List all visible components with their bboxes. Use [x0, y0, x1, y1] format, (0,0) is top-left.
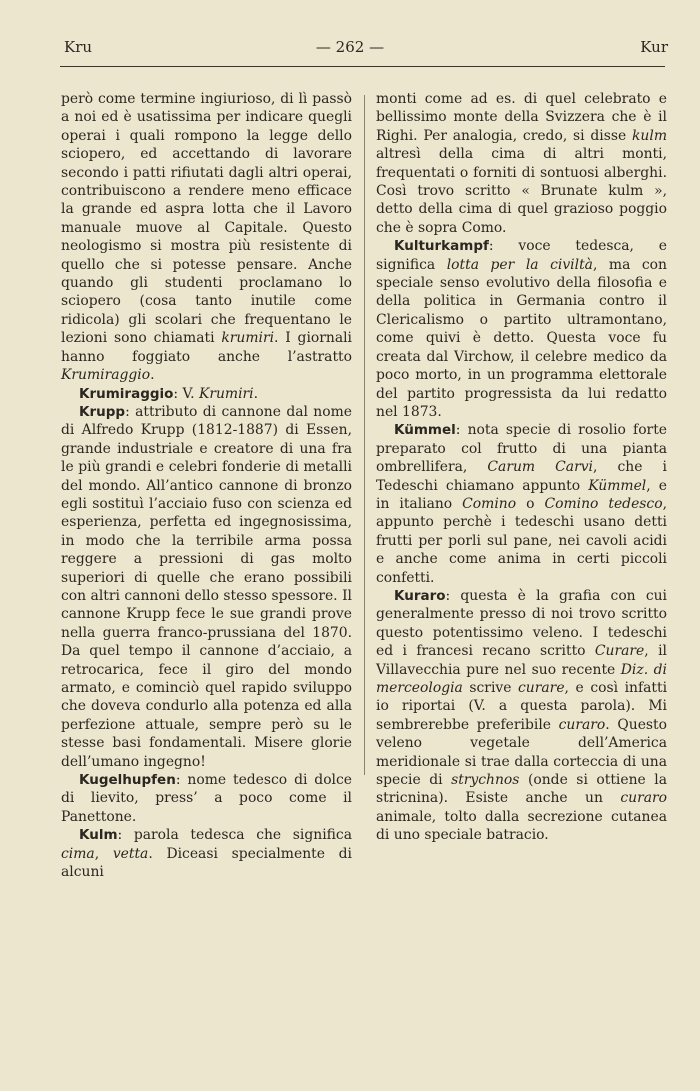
italic-text: curare	[518, 680, 565, 696]
body-text: : attributo di cannone dal nome di Alfredo Krupp (1812-1887) di Essen, grande industriale e creatore di una fra le più grandi e celebri fonderie di metalli del mondo. All’antico cannone di bronzo egli sostituì l’acciaio fuso con scienza ed esperienza, perfetta ed ingegnosissima, in modo che la terribile arma possa reggere a pressioni di gas molto superiori di quelle che erano possibili con altri cannoni dello stesso spessore. Il cannone Krupp fece le sue grandi prove nella guerra franco-prussiana del 1870. Da quel tempo il cannone d’acciaio, a retrocarica, fece il giro del mondo armato, e cominciò quel rapido sviluppo che doveva condurlo alla potenza ed alla perfezione attuale, sempre però su le stesse basi fondamentali. Misere glorie dell’umano ingegno!	[61, 403, 352, 770]
body-text: altresì della cima di altri monti, frequentati o forniti di sontuosi alberghi. Così trovo scritto « Brunate kulm », detto della cima di quel grazioso poggio che è sopra Como.	[376, 146, 667, 236]
page-number: — 262 —	[315, 38, 385, 56]
body-text: però come termine ingiurioso, di lì passò a noi ed è usatissima per indicare quegli operai i quali rompono la legge dello sciopero, ed accettando di lavorare secondo i patti rifiutati dagli altri operai, contribuiscono a rendere meno efficace la grande ed aspra lotta che il Lavoro manuale muove al Capitale. Questo neologismo si mostra più resistente di quello che si potesse pensare. Anche quando gli studenti proclamano lo sciopero (cosa tanto inutile come ridicola) gli scolari che frequentano le lezioni sono chiamati	[61, 91, 352, 347]
headword: Kuraro	[394, 587, 446, 604]
headword: Kulturkampf	[394, 238, 489, 255]
body-text: , che i Tedeschi chiamano appunto	[376, 459, 667, 494]
dictionary-entry	[376, 587, 667, 845]
italic-text: Kümmel	[588, 477, 647, 494]
italic-text: Diz. di merceologia	[376, 661, 667, 696]
dictionary-entry	[61, 771, 352, 826]
italic-text: Krumiri	[198, 385, 254, 402]
body-text: .	[150, 367, 155, 384]
dictionary-entry	[376, 237, 667, 421]
body-text: . I giornali hanno foggiato anche l’astratto	[61, 330, 352, 365]
running-header	[0, 38, 700, 62]
italic-text: Comino tedesco	[544, 495, 663, 512]
italic-text: Comino	[462, 495, 517, 512]
italic-text: krumiri	[221, 330, 275, 347]
dictionary-entry	[376, 421, 667, 587]
header-rule	[60, 66, 665, 67]
dictionary-entry	[61, 90, 352, 385]
headword: Kümmel	[394, 422, 456, 439]
italic-text: kulm	[632, 127, 667, 144]
body-text: , appunto perchè i tedeschi usano detti frutti per porli sul pane, nei cavoli acidi e anche come anima in certi piccoli confetti.	[376, 495, 667, 586]
body-text: , il Villavecchia pure nel suo recente	[376, 643, 667, 678]
headword: Kugelhupfen	[79, 772, 176, 789]
right-column	[376, 90, 667, 845]
body-text: , e così infatti io riportai (V. a questa parola). Mi sembrerebbe preferibile	[376, 680, 668, 733]
body-text: o	[516, 495, 545, 512]
body-text: scrive	[462, 680, 519, 696]
italic-text: lotta per la civiltà	[446, 256, 593, 273]
body-text: , ma con speciale senso evolutivo della filosofia e della politica in Germania contro il Clericalismo o partito ultramontano, come quivi è detto. Questa voce fu creata dal Virchow, il celebre medico da poco morto, in un programma elettorale del partito progressista da lui redatto nel 1873.	[376, 256, 667, 420]
italic-text: strychnos	[451, 772, 520, 789]
left-column	[61, 90, 352, 881]
dictionary-entry	[61, 826, 352, 881]
body-text: (onde si ottiene la stricnina). Esiste anche un	[376, 772, 667, 807]
italic-text: Carum Carvi	[487, 459, 594, 476]
italic-text: Curare	[594, 643, 645, 660]
header-right-guide-word: Kur	[640, 38, 668, 56]
italic-text: curaro	[558, 716, 606, 733]
headword: Kulm	[79, 827, 118, 844]
body-text: animale, tolto dalla secrezione cutanea di uno speciale batracio.	[376, 808, 667, 844]
italic-text: Krumiraggio	[61, 367, 151, 384]
header-left-guide-word: Kru	[64, 38, 93, 56]
headword: Krumiraggio	[79, 385, 174, 402]
italic-text: vetta	[112, 845, 149, 862]
dictionary-entry	[61, 385, 352, 403]
body-text: . Diceasi specialmente di alcuni	[61, 845, 352, 881]
dictionary-entry	[61, 403, 352, 771]
body-text: : nota specie di rosolio forte preparato col frutto di una pianta ombrellifera,	[376, 422, 667, 476]
italic-text: cima	[61, 845, 95, 862]
body-text: : nome tedesco di dolce di lievito, press’ a poco come il Panettone.	[61, 772, 352, 825]
body-text: : voce tedesca, e significa	[376, 238, 667, 273]
body-text: .	[253, 385, 259, 402]
column-divider	[364, 95, 365, 775]
body-text: monti come ad es. di quel celebrato e bellissimo monte della Svizzera che è il Righi. Per analogia, credo, si disse	[376, 91, 667, 144]
dictionary-entry	[376, 90, 667, 237]
body-text: , e in italiano	[376, 477, 667, 512]
body-text: ,	[94, 845, 113, 862]
body-text: : parola tedesca che significa	[117, 827, 352, 844]
headword: Krupp	[79, 403, 126, 420]
italic-text: curaro	[620, 790, 667, 807]
body-text: : V.	[173, 385, 199, 402]
body-text: : questa è la grafia con cui generalmente presso di noi trovo scritto questo potentissimo veleno. I tedeschi ed i francesi recano scritto	[376, 587, 667, 660]
body-text: . Questo veleno vegetale dell’America meridionale si trae dalla corteccia di una specie di	[376, 716, 667, 789]
